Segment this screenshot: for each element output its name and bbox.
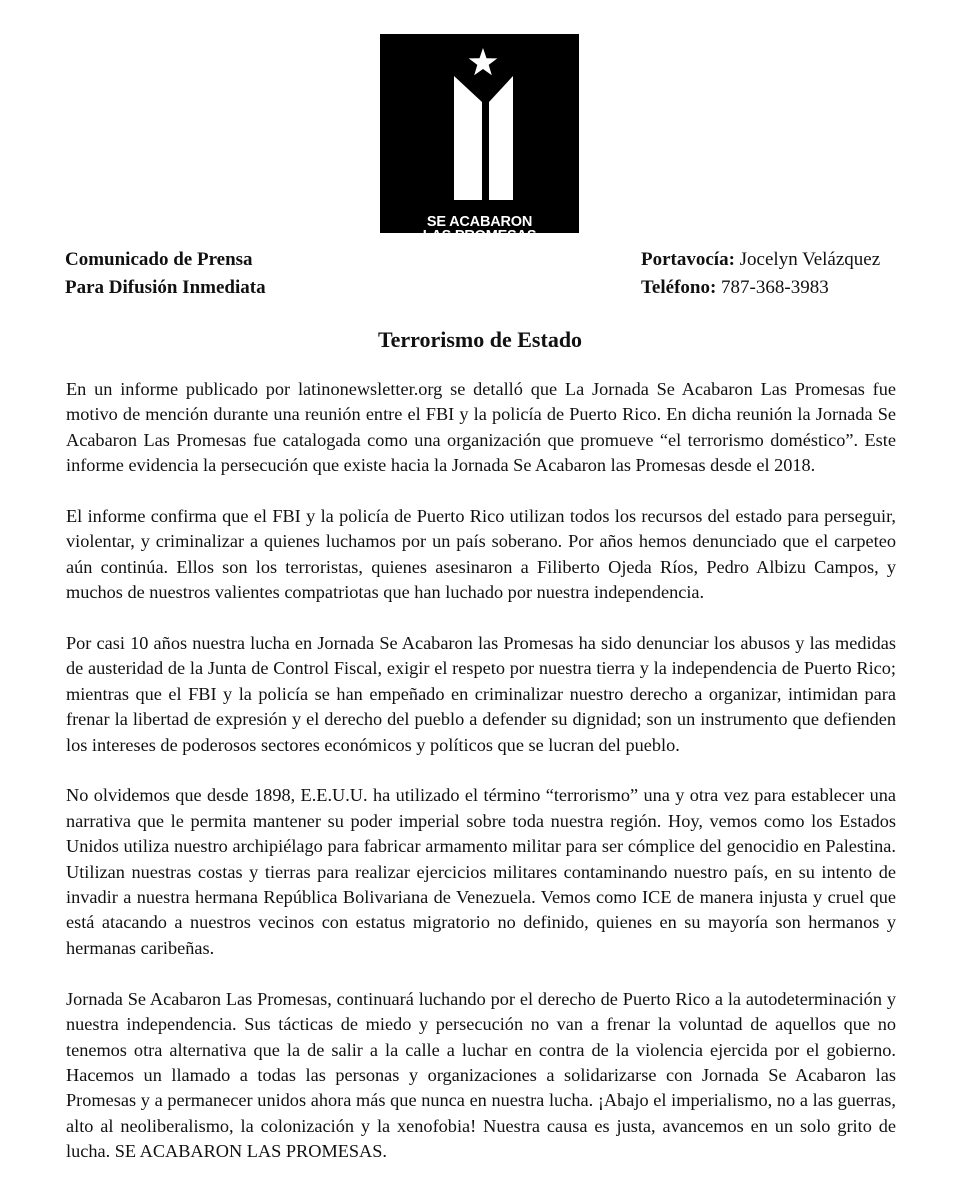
body-paragraph: El informe confirma que el FBI y la policía de Puerto Rico utilizan todos los recursos del estado para perseguir, violentar, y criminalizar a quienes luchamos por un país soberano. Por años hemos denunciado que el carpeteo aún continúa. Ellos son los terroristas, quienes asesinaron a Filiberto Ojeda Ríos, Pedro Albizu Campos, y muchos de nuestros valientes compatriotas que han luchado por nuestra independencia. [66, 506, 896, 603]
body-paragraph: Jornada Se Acabaron Las Promesas, continuará luchando por el derecho de Puerto Rico a la autodeterminación y nuestra independencia. Sus tácticas de miedo y persecución no van a frenar la voluntad de aquellos que no tenemos otra alternativa que la de salir a la calle a luchar en contra de la violencia ejercida por el gobierno. Hacemos un llamado a todas las personas y organizaciones a solidarizarse con Jornada Se Acabaron las Promesas y a permanecer unidos ahora más que nunca en nuestra lucha. ¡Abajo el imperialismo, no a las guerras, alto al neoliberalismo, la colonización y la xenofobia! Nuestra causa es justa, avancemos en un solo grito de lucha. SE ACABARON LAS PROMESAS. [66, 988, 896, 1162]
organization-logo [380, 34, 579, 244]
press-release-label: Comunicado de Prensa [65, 249, 253, 270]
phone-line [641, 274, 880, 302]
document-title: Terrorismo de Estado [377, 327, 583, 352]
spokesperson-name: Jocelyn Velázquez [739, 249, 881, 270]
body-paragraph: En un informe publicado por latinonewsletter.org se detalló que La Jornada Se Acabaron Las Promesas fue motivo de mención durante una reunión entre el FBI y la policía de Puerto Rico. En dicha reunión la Jornada Se Acabaron Las Promesas fue catalogada como una organización que promueve “el terrorismo doméstico”. Este informe evidencia la persecución que existe hacia la Jornada Se Acabaron las Promesas desde el 2018. [66, 379, 896, 476]
logo-star [469, 48, 498, 75]
immediate-release-label: Para Difusión Inmediata [65, 277, 266, 298]
document-body [66, 377, 896, 1190]
logo-text-line1: SE ACABARON [426, 214, 533, 230]
logo-text-line2: LAS PROMESAS [422, 228, 537, 244]
spokesperson-line [641, 246, 880, 274]
flag-star-emblem-icon [380, 34, 579, 233]
contact-block [641, 246, 880, 302]
spokesperson-label: Portavocía: [641, 249, 735, 270]
logo-right-stripe [489, 76, 513, 200]
release-type-block [65, 246, 266, 302]
phone-label: Teléfono: [641, 277, 717, 298]
body-paragraph: Por casi 10 años nuestra lucha en Jornada Se Acabaron las Promesas ha sido denunciar los abusos y las medidas de austeridad de la Junta de Control Fiscal, exigir el respeto por nuestra tierra y la independencia de Puerto Rico; mientras que el FBI y la policía se han empeñado en criminalizar nuestro derecho a organizar, intimidan para frenar la libertad de expresión y el derecho del pueblo a defender su dignidad; son un instrumento que defienden los intereses de poderosos sectores económicos y políticos que se lucran del pueblo. [66, 633, 896, 755]
logo-left-stripe [454, 76, 482, 200]
phone-number: 787-368-3983 [721, 277, 829, 298]
body-paragraph: No olvidemos que desde 1898, E.E.U.U. ha utilizado el término “terrorismo” una y otra vez para establecer una narrativa que le permita mantener su poder imperial sobre toda nuestra región. Hoy, vemos como los Estados Unidos utiliza nuestro archipiélago para fabricar armamento militar para ser cómplice del genocidio en Palestina. Utilizan nuestras costas y tierras para realizar ejercicios militares contaminando nuestro país, en su intento de invadir a nuestra hermana República Bolivariana de Venezuela. Vemos como ICE de manera injusta y cruel que está atacando a nuestros vecinos con estatus migratorio no definido, quienes en su mayoría son hermanos y hermanas caribeñas. [66, 785, 896, 958]
